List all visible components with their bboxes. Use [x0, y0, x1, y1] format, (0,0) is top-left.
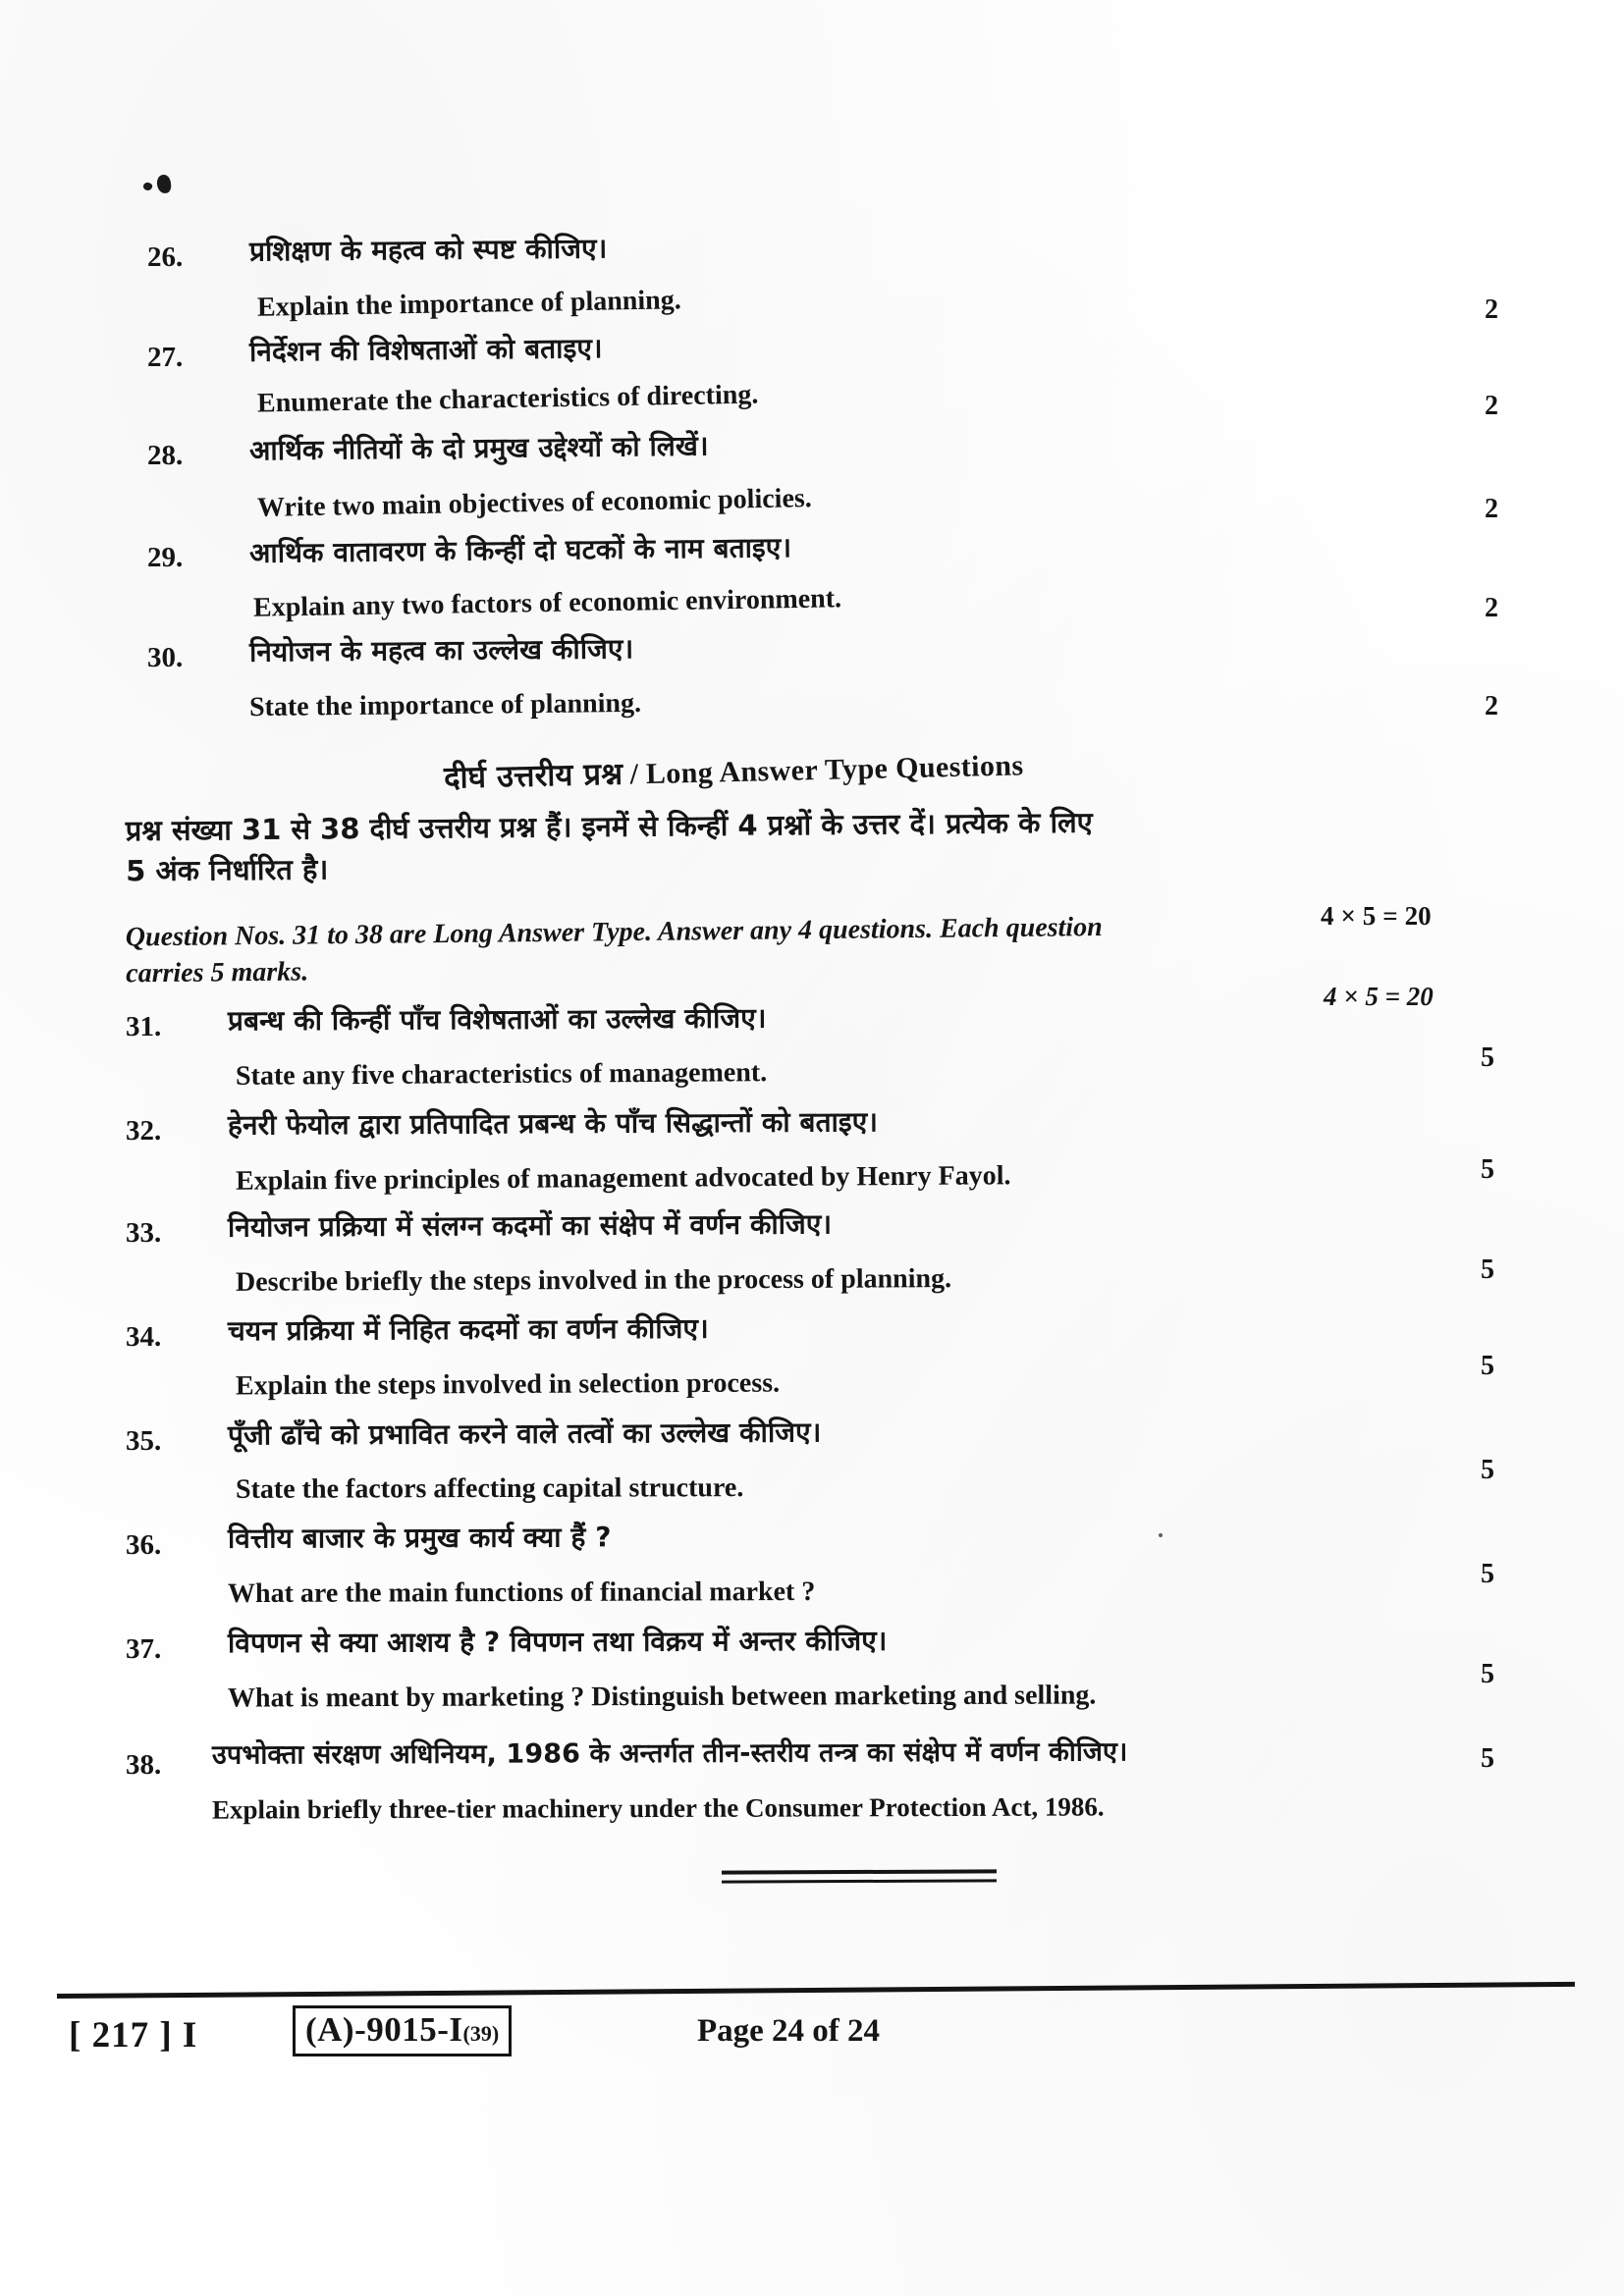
rule-line: [722, 1869, 997, 1874]
question-number: 37.: [126, 1633, 162, 1665]
section-heading-hindi: दीर्घ उत्तरीय प्रश्न: [443, 756, 623, 796]
question-marks: 5: [1481, 1154, 1494, 1185]
section-instruction-hindi: [126, 799, 1521, 891]
footer-divider: [57, 1982, 1575, 1999]
question-marks: 5: [1481, 1042, 1494, 1073]
question-number: 35.: [126, 1425, 162, 1457]
question-text-hindi: वित्तीय बाजार के प्रमुख कार्य क्या हैं ?: [227, 1521, 612, 1555]
section-instruction-english: [126, 906, 1521, 993]
question-text-english: What is meant by marketing ? Distinguish between marketing and selling.: [227, 1680, 1097, 1714]
question-text-hindi: आर्थिक वातावरण के किन्हीं दो घटकों के नाम बताइए।: [248, 531, 792, 569]
section-heading-english: Long Answer Type Questions: [645, 749, 1024, 791]
section-marks-english: 4 × 5 = 20: [1324, 982, 1434, 1011]
question-text-hindi: आर्थिक नीतियों के दो प्रमुख उद्देश्यों को लिखें।: [248, 429, 709, 467]
question-marks: 5: [1481, 1255, 1494, 1285]
question-number: 32.: [126, 1115, 162, 1147]
question-number: 28.: [147, 440, 184, 471]
question-number: 34.: [126, 1321, 162, 1353]
footer-paper-code-suffix: (39): [462, 2021, 500, 2046]
question-number: 36.: [126, 1529, 162, 1561]
question-number: 29.: [147, 542, 184, 573]
footer-serial-code: [ 217 ] I: [69, 2015, 198, 2056]
question-text-hindi: नियोजन के महत्व का उल्लेख कीजिए।: [248, 632, 634, 668]
question-marks: 5: [1481, 1455, 1494, 1485]
rule-line: [722, 1879, 997, 1883]
question-marks: 5: [1481, 1659, 1494, 1689]
footer-page-indicator: Page 24 of 24: [697, 2013, 881, 2049]
question-text-english: Enumerate the characteristics of directing.: [256, 379, 759, 419]
question-number: 33.: [126, 1217, 162, 1249]
question-marks: 2: [1485, 691, 1498, 721]
question-text-hindi: प्रबन्ध की किन्हीं पाँच विशेषताओं का उल्लेख कीजिए।: [227, 1001, 767, 1038]
section-heading-separator: /: [629, 758, 639, 791]
question-number: 30.: [147, 642, 184, 673]
instruction-hindi-line-2: 5 अंक निर्धारित है।: [126, 851, 329, 887]
question-text-hindi: निर्देशन की विशेषताओं को बताइए।: [248, 332, 603, 368]
question-text-english: Explain the importance of planning.: [256, 285, 681, 323]
question-text-hindi: नियोजन प्रक्रिया में संलग्न कदमों का संक्षेप में वर्णन कीजिए।: [227, 1207, 833, 1244]
question-marks: 2: [1485, 391, 1498, 421]
question-text-english: State the importance of planning.: [248, 687, 642, 723]
section-marks-hindi: 4 × 5 = 20: [1321, 901, 1432, 931]
section-heading: [444, 743, 1024, 797]
ink-blob-decoration: [142, 182, 153, 191]
question-number: 26.: [147, 241, 184, 273]
question-marks: 5: [1481, 1559, 1494, 1589]
question-marks: 5: [1481, 1743, 1494, 1774]
question-text-hindi: प्रशिक्षण के महत्व को स्पष्ट कीजिए।: [248, 232, 608, 268]
question-text-english: What are the main functions of financial market ?: [227, 1575, 816, 1610]
question-text-hindi: विपणन से क्या आशय है ? विपणन तथा विक्रय में अन्तर कीजिए।: [227, 1624, 888, 1660]
question-number: 38.: [126, 1749, 162, 1781]
question-text-hindi: चयन प्रक्रिया में निहित कदमों का वर्णन कीजिए।: [227, 1311, 709, 1348]
question-text-english: Write two main objectives of economic policies.: [256, 483, 813, 523]
question-text-english: Describe briefly the steps involved in the process of planning.: [235, 1263, 952, 1298]
question-text-english: State any five characteristics of management.: [235, 1057, 768, 1092]
footer-paper-code: (A)-9015-I: [305, 2010, 463, 2049]
footer-paper-code-box: [293, 2005, 512, 2056]
question-text-hindi: हेनरी फेयोल द्वारा प्रतिपादित प्रबन्ध के पाँच सिद्धान्तों को बताइए।: [227, 1105, 879, 1142]
question-number: 27.: [147, 342, 184, 373]
question-text-english: Explain any two factors of economic environment.: [252, 583, 842, 623]
question-text-english: Explain briefly three-tier machinery under the Consumer Protection Act, 1986.: [211, 1791, 1105, 1825]
end-of-paper-rule: [722, 1870, 997, 1889]
instruction-english-line-1: Question Nos. 31 to 38 are Long Answer Type. Answer any 4 questions. Each question: [125, 912, 1103, 953]
question-text-hindi: पूँजी ढाँचे को प्रभावित करने वाले तत्वों का उल्लेख कीजिए।: [227, 1415, 822, 1452]
question-marks: 2: [1485, 593, 1498, 623]
question-marks: 2: [1485, 294, 1498, 325]
instruction-english-line-2: carries 5 marks.: [126, 956, 309, 989]
question-text-english: Explain five principles of management advocated by Henry Fayol.: [235, 1160, 1011, 1197]
question-marks: 5: [1481, 1351, 1494, 1381]
question-text-hindi: उपभोक्ता संरक्षण अधिनियम, 1986 के अन्तर्गत तीन-स्तरीय तन्त्र का संक्षेप में वर्णन कीजिए।: [211, 1736, 1128, 1771]
ink-blob-decoration: [156, 174, 173, 194]
question-number: 31.: [126, 1011, 162, 1042]
question-text-english: Explain the steps involved in selection process.: [235, 1367, 781, 1402]
question-text-english: State the factors affecting capital structure.: [235, 1472, 744, 1505]
question-marks: 2: [1485, 494, 1498, 524]
scan-speck: [1159, 1533, 1163, 1537]
instruction-hindi-line-1: प्रश्न संख्या 31 से 38 दीर्घ उत्तरीय प्रश्न हैं। इनमें से किन्हीं 4 प्रश्नों के उत्तर दें। प्रत्येक के लिए: [125, 805, 1093, 848]
